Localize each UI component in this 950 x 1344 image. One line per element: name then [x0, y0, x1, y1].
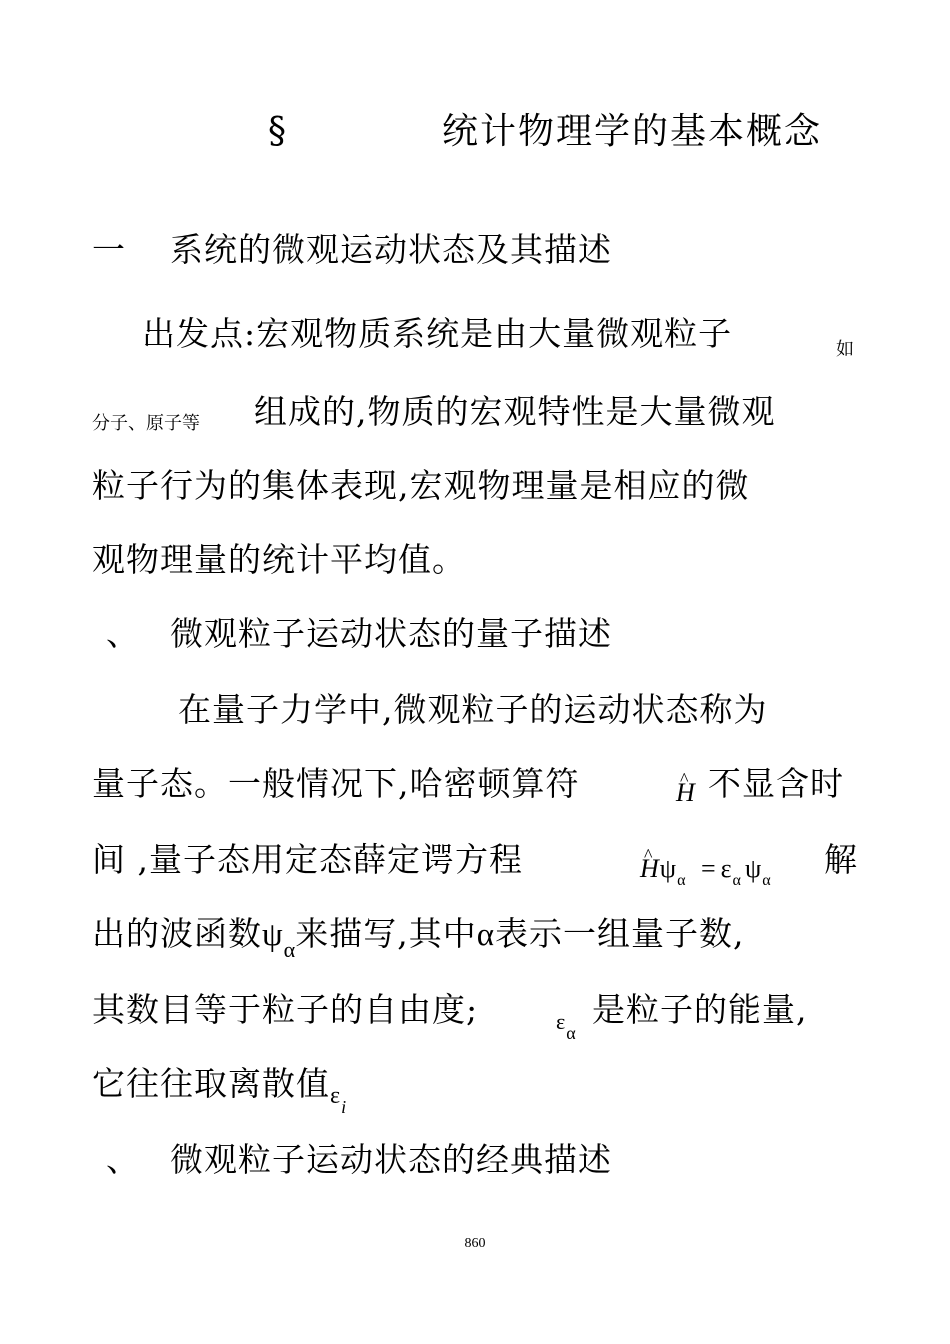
equation-alpha-1: α	[677, 872, 686, 889]
heading-2-text: 微观粒子运动状态的量子描述	[170, 614, 612, 653]
para-2-line-4-b: 来描写,其中	[295, 914, 477, 953]
equation-hamiltonian: ^ H	[640, 849, 660, 889]
equation-psi-right: ψ	[744, 854, 763, 883]
para-2-line-5-a: 其数目等于粒子的自由度;	[92, 990, 479, 1029]
para-1-note-a: 如	[836, 339, 854, 360]
heading-3-text: 微观粒子运动状态的经典描述	[170, 1140, 612, 1179]
schrodinger-equation	[640, 846, 771, 893]
para-2-line-2-a: 量子态。一般情况下,哈密顿算符	[92, 764, 580, 803]
para-2-line-4-a: 出的波函数	[92, 914, 262, 953]
para-2-line-6	[92, 1064, 348, 1117]
equation-psi-left: ψ	[659, 854, 678, 883]
hamiltonian-symbol	[676, 770, 696, 813]
page-number: 860	[464, 1236, 486, 1251]
energy-symbol	[556, 998, 576, 1043]
equation-alpha-2: α	[732, 872, 741, 889]
discrete-index-i: i	[341, 1097, 348, 1117]
wavefunction-psi: ψ	[262, 917, 284, 953]
para-2-line-6-text: 它往往取离散值	[92, 1064, 330, 1103]
heading-2-mark: 、	[106, 614, 140, 653]
para-1-line-1: 出发点:宏观物质系统是由大量微观粒子	[142, 314, 733, 353]
heading-1-text: 系统的微观运动状态及其描述	[170, 230, 612, 269]
hamiltonian-operator: ^ H	[676, 773, 696, 813]
para-1-line-4: 观物理量的统计平均值。	[92, 540, 466, 579]
para-1-line-2: 组成的,物质的宏观特性是大量微观	[254, 392, 776, 431]
para-1-line-3: 粒子行为的集体表现,宏观物理量是相应的微	[92, 466, 750, 505]
equation-epsilon: ε	[720, 854, 733, 883]
equation-alpha-3: α	[762, 872, 771, 889]
wavefunction-alpha: α	[283, 937, 296, 962]
heading-1-number: 一	[92, 230, 126, 269]
para-2-line-3-a: 间 ,量子态用定态薛定谔方程	[92, 840, 523, 879]
section-title: 统计物理学的基本概念	[442, 111, 823, 152]
section-symbol: §	[268, 111, 287, 152]
quantum-number-alpha: α	[476, 917, 495, 953]
para-2-line-5-b: 是粒子的能量,	[592, 990, 808, 1029]
para-2-line-2-b: 不显含时	[708, 764, 844, 803]
equation-equals: =	[700, 854, 717, 883]
energy-alpha: α	[566, 1023, 576, 1043]
para-1-note-b: 分子、原子等	[92, 413, 200, 434]
heading-3-mark: 、	[106, 1140, 140, 1179]
energy-epsilon: ε	[556, 1009, 567, 1034]
para-2-line-3-b: 解	[824, 840, 858, 879]
para-2-line-4-c: 表示一组量子数,	[495, 914, 745, 953]
para-2-line-1: 在量子力学中,微观粒子的运动状态称为	[178, 690, 768, 729]
discrete-epsilon: ε	[330, 1083, 342, 1109]
para-2-line-4	[92, 914, 745, 962]
